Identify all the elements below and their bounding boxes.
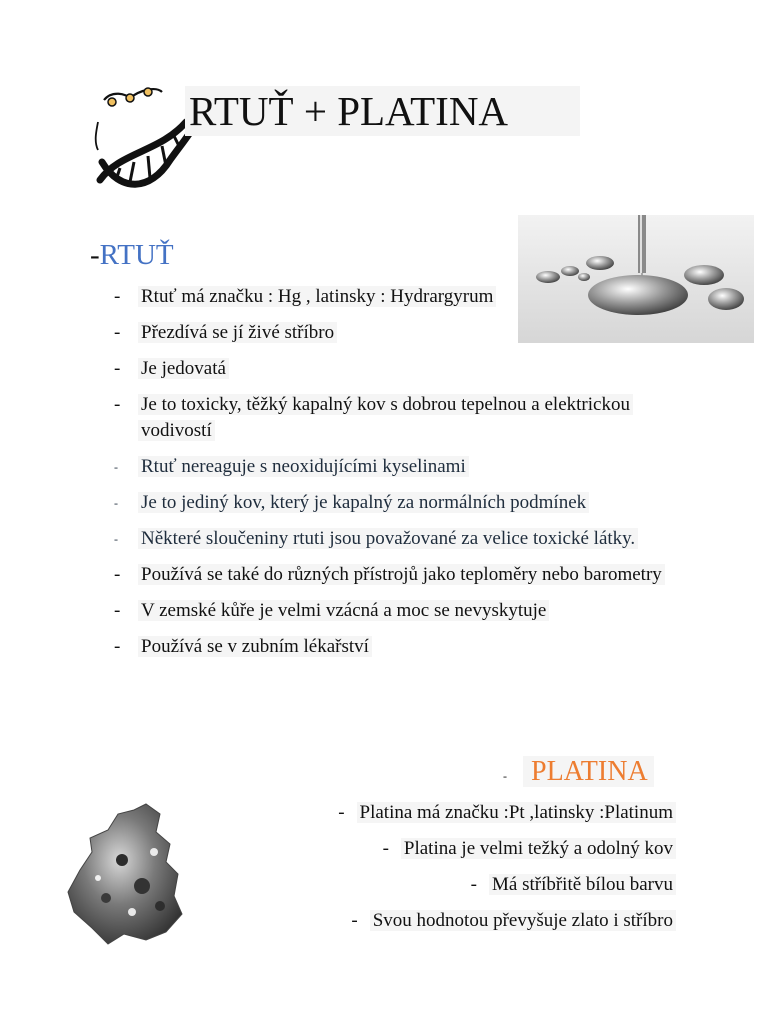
- rtut-list: [110, 284, 670, 670]
- list-item-text: Některé sloučeniny rtuti jsou považované za velice toxické látky.: [138, 528, 638, 549]
- bullet: -: [114, 532, 118, 546]
- platina-heading-dash: -: [503, 768, 507, 783]
- list-item: [196, 836, 676, 862]
- rtut-heading-text: RTUŤ: [99, 239, 174, 271]
- list-item-text: Platina má značku :Pt ,latinsky :Platinum: [357, 802, 676, 823]
- list-item: [196, 908, 676, 934]
- list-item-text: Rtuť nereaguje s neoxidujícími kyselinami: [138, 456, 469, 477]
- title-band: [185, 86, 580, 136]
- list-item-text: Přezdívá se jí živé stříbro: [138, 322, 337, 343]
- list-item-text: Je to jediný kov, který je kapalný za normálních podmínek: [138, 492, 589, 513]
- list-item-text: Používá se také do různých přístrojů jako teploměry nebo barometry: [138, 564, 665, 585]
- list-item-text: V zemské kůře je velmi vzácná a moc se nevyskytuje: [138, 600, 549, 621]
- bullet: -: [114, 358, 121, 379]
- list-item: [196, 800, 676, 826]
- platina-list: [196, 800, 676, 944]
- list-item: [110, 454, 670, 480]
- platina-heading: [503, 754, 654, 790]
- bullet: -: [338, 802, 345, 823]
- list-item: [110, 634, 670, 660]
- list-item: [110, 598, 670, 624]
- list-item: [196, 872, 676, 898]
- list-item-text: Svou hodnotou převyšuje zlato i stříbro: [370, 910, 676, 931]
- list-item-text: Má stříbřitě bílou barvu: [489, 874, 676, 895]
- bullet: -: [470, 874, 477, 895]
- list-item: [110, 284, 670, 310]
- list-item-text: Rtuť má značku : Hg , latinsky : Hydrargyrum: [138, 286, 496, 307]
- platinum-nugget-photo: [62, 800, 190, 948]
- bullet: -: [114, 394, 121, 415]
- platina-heading-text: PLATINA: [523, 756, 654, 787]
- list-item-text: Platina je velmi težký a odolný kov: [401, 838, 676, 859]
- bullet: -: [114, 600, 121, 621]
- list-item-text: Je to toxicky, těžký kapalný kov s dobrou tepelnou a elektrickou vodivostí: [138, 394, 633, 441]
- list-item-text: Používá se v zubním lékařství: [138, 636, 372, 657]
- list-item: [110, 392, 670, 444]
- list-item: [110, 356, 670, 382]
- rtut-heading: [90, 238, 174, 272]
- page-title: RTUŤ + PLATINA: [189, 88, 509, 134]
- bullet: -: [114, 322, 121, 343]
- list-item: [110, 490, 670, 516]
- bullet: -: [351, 910, 358, 931]
- bullet: -: [114, 496, 118, 510]
- list-item: [110, 526, 670, 552]
- bullet: -: [114, 286, 121, 307]
- bullet: -: [114, 636, 121, 657]
- bullet: -: [114, 460, 118, 474]
- list-item: [110, 562, 670, 588]
- list-item-text: Je jedovatá: [138, 358, 229, 379]
- list-item: [110, 320, 670, 346]
- rtut-heading-dash: -: [90, 239, 100, 271]
- bullet: -: [382, 838, 389, 859]
- bullet: -: [114, 564, 121, 585]
